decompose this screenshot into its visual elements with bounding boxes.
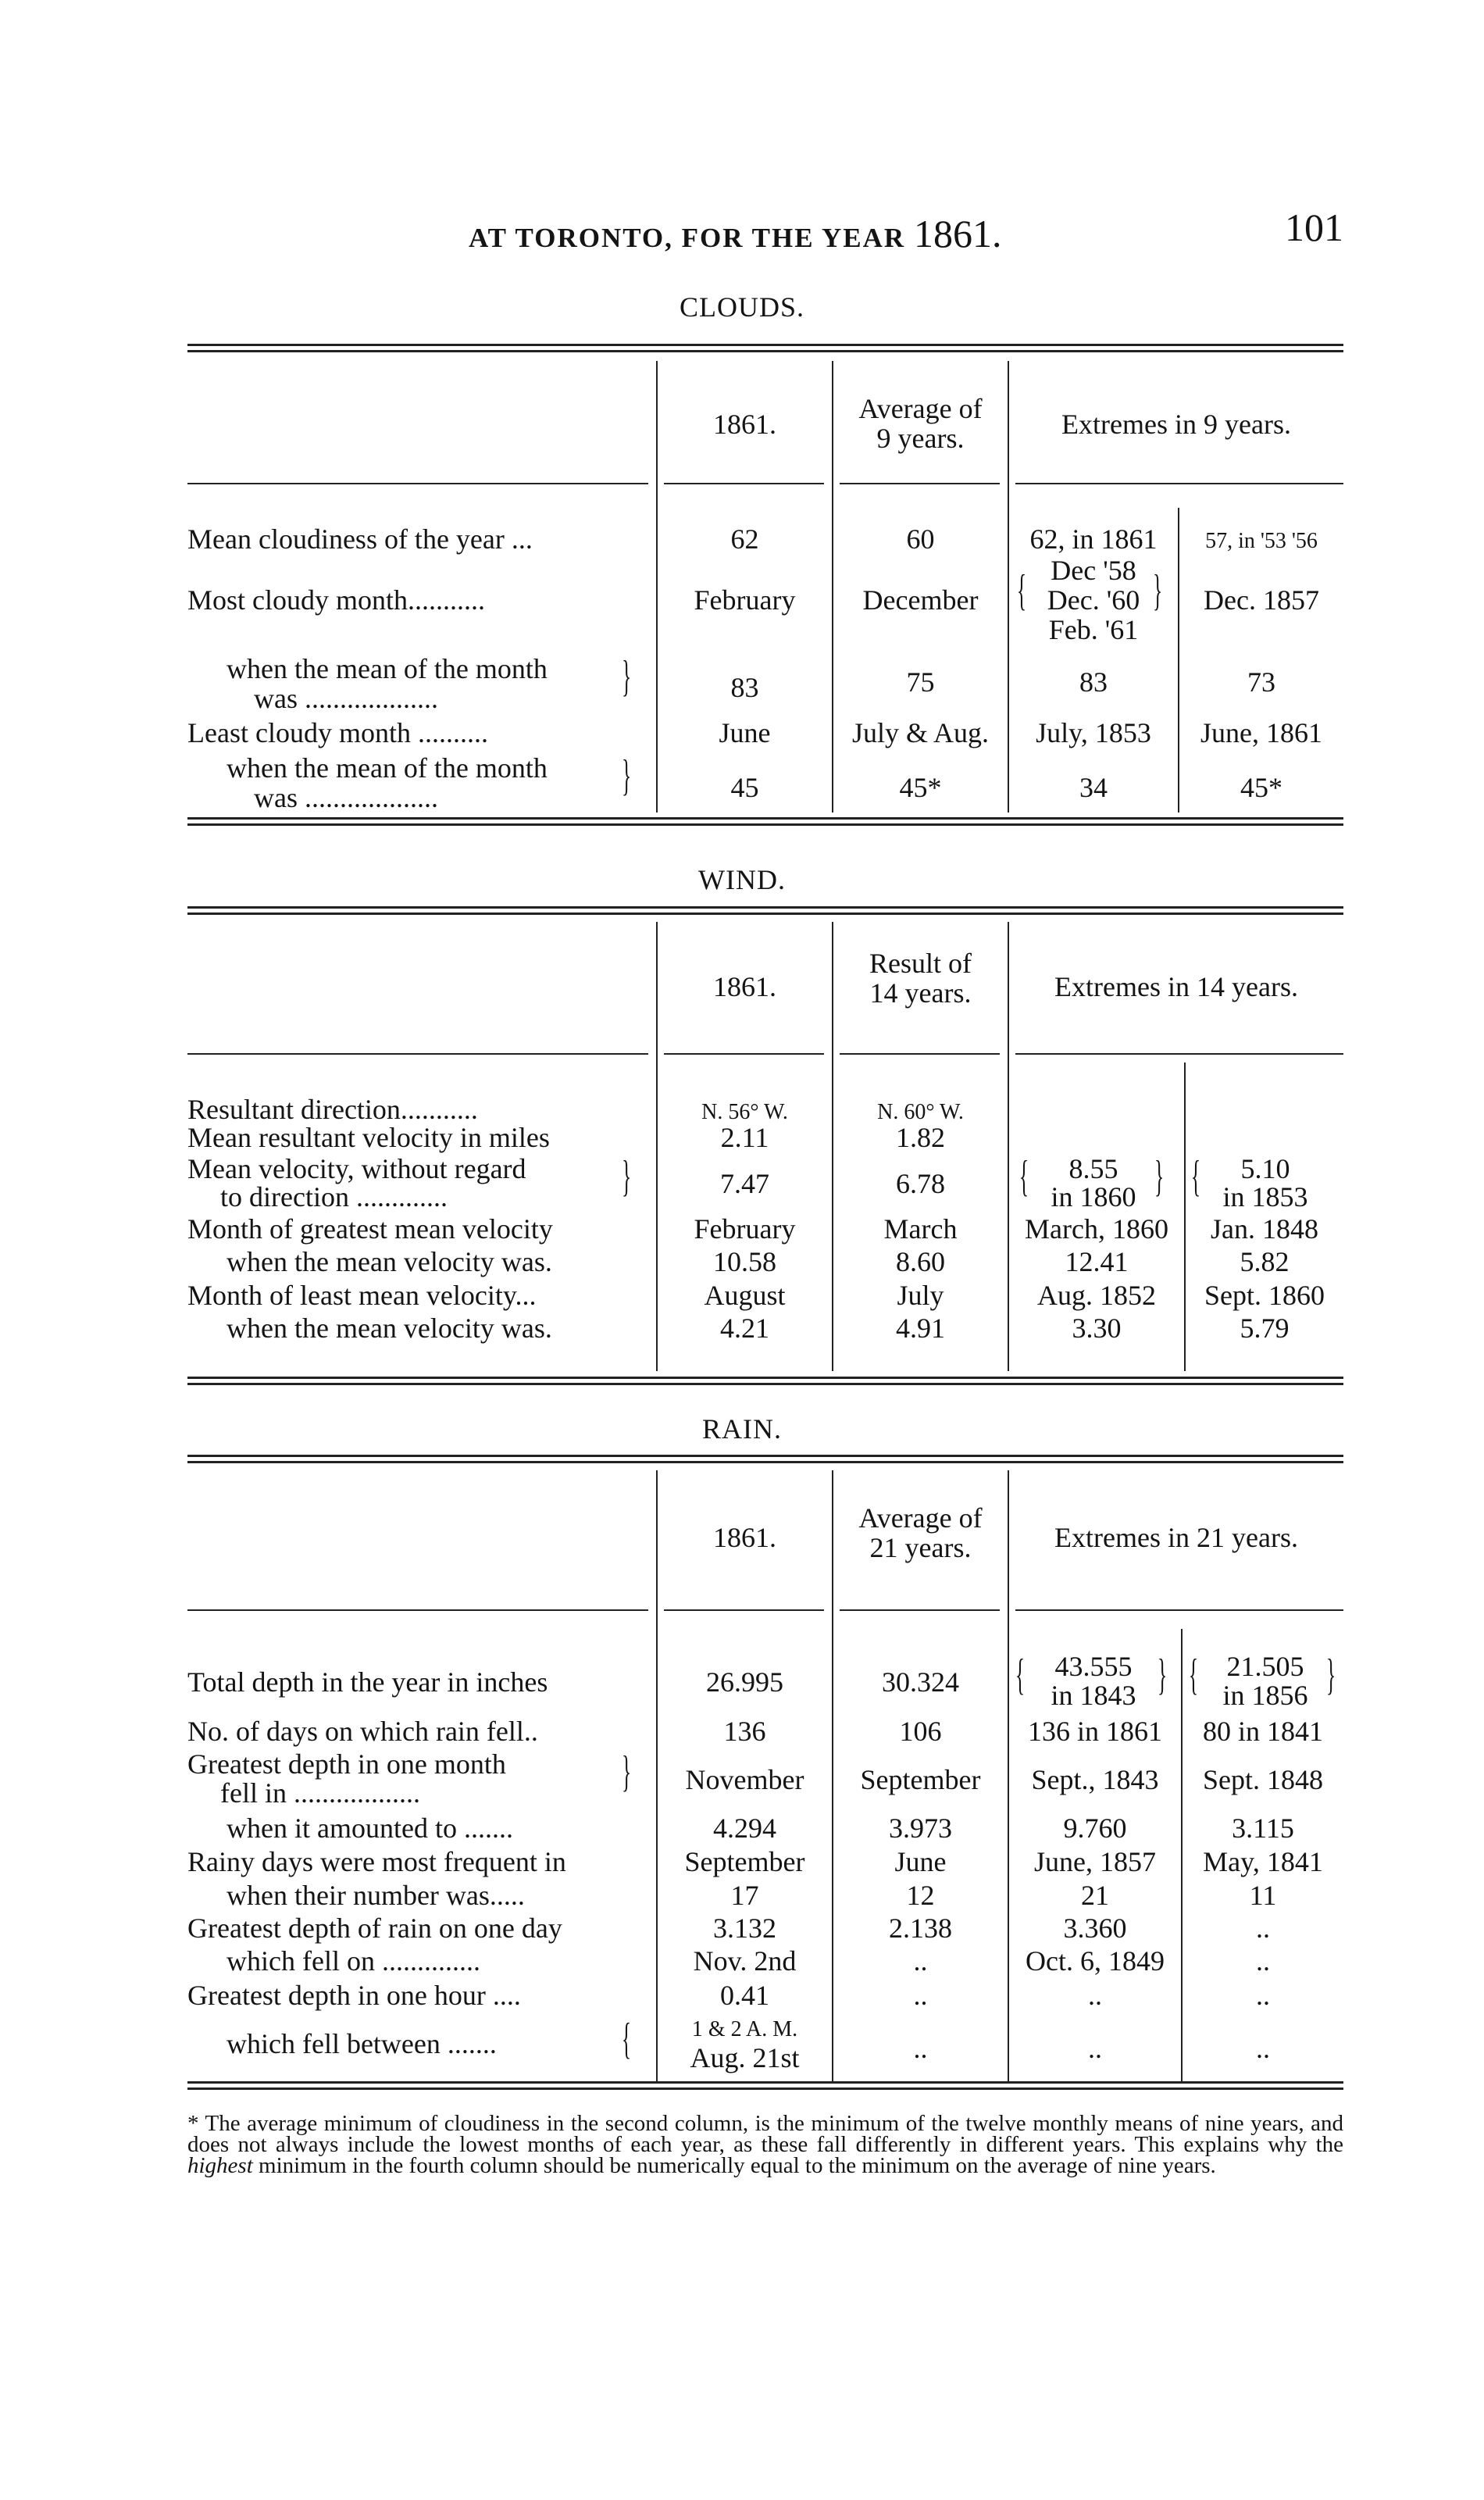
rain-cell-1861: Aug. 21st [690,2042,800,2073]
rain-cell-ext1: 3.360 [1063,1912,1127,1944]
wind-row-label: when the mean velocity was. [227,1312,552,1344]
clouds-cell-avg: December [862,584,979,616]
brace-left: { [1189,1651,1199,1699]
rain-cell-ext2: 11 [1249,1880,1277,1911]
rain-cell-1861: 4.294 [713,1812,776,1844]
wind-header-1861: 1861. [713,971,776,1002]
rain-cell-1861: 3.132 [713,1912,776,1944]
clouds-bottom-rule [187,817,1343,826]
brace-right: } [622,1748,632,1796]
rain-cell-ext2: 21.505 [1226,1651,1304,1682]
rain-cell-ext1: June, 1857 [1034,1846,1156,1877]
brace-right: } [1153,566,1163,615]
brace-right: } [622,652,632,701]
rain-cell-1861: 1 & 2 A. M. [691,2017,798,2041]
footnote-emphasis: highest [187,2153,253,2178]
rain-header-avg-a: Average of [858,1502,983,1534]
brace-right: } [1326,1651,1336,1699]
wind-cell-ext1: Aug. 1852 [1037,1280,1156,1311]
wind-row-label: Month of least mean velocity... [187,1280,537,1311]
clouds-cell-ext1: Feb. '61 [1048,614,1139,645]
wind-row-label: Mean velocity, without regard [187,1153,526,1184]
wind-cell-1861: 10.58 [713,1246,776,1277]
rain-header-1861: 1861. [713,1522,776,1553]
rain-cell-avg: 2.138 [889,1912,952,1944]
rain-row-label: when their number was..... [227,1880,525,1911]
clouds-header-rule-d [1015,483,1343,484]
clouds-cell-ext1: July, 1853 [1036,717,1151,748]
brace-left: { [622,2015,632,2063]
rain-cell-1861: 0.41 [720,1980,769,2011]
rain-cell-avg: .. [913,1945,928,1977]
wind-header-extremes: Extremes in 14 years. [1054,971,1298,1002]
rain-cell-avg: 106 [899,1716,942,1747]
rain-cell-ext1: 21 [1081,1880,1109,1911]
rain-cell-avg: September [860,1764,981,1795]
wind-row-label: Resultant direction........... [187,1094,478,1125]
wind-row-label: when the mean velocity was. [227,1246,552,1277]
wind-top-rule [187,906,1343,915]
clouds-header-1861: 1861. [713,409,776,440]
rain-cell-ext1: .. [1088,1980,1102,2011]
rain-cell-ext1: 43.555 [1054,1651,1133,1682]
clouds-cell-1861: February [694,584,796,616]
wind-cell-ext1: 8.55 [1068,1153,1118,1184]
wind-cell-1861: N. 56° W. [701,1100,788,1124]
clouds-cell-ext2: June, 1861 [1200,717,1322,748]
footnote: * The average minimum of cloudiness in the second column, is the minimum of the twelve monthly means of nine years, and does not always include the lowest months of each year, as these fall differently in different years. This explains why the highest minimum in the fourth column should be numerically equal to the minimum on the average of nine years. [187,2111,1343,2178]
rain-row-label: Greatest depth in one month [187,1748,506,1780]
clouds-row-label: Least cloudy month .......... [187,717,488,748]
rain-row-label: No. of days on which rain fell.. [187,1716,538,1747]
rain-cell-avg: 12 [906,1880,935,1911]
rain-row-label: which fell on .............. [227,1945,480,1977]
rain-cell-avg: June [894,1846,947,1877]
rain-cell-ext2: in 1856 [1222,1680,1308,1711]
rain-cell-ext2: .. [1256,1980,1270,2011]
clouds-row-label: when the mean of the month [227,653,548,684]
wind-header-rule-b [664,1053,824,1055]
wind-title: WIND. [698,864,786,895]
clouds-cell-ext2: Dec. 1857 [1204,584,1319,616]
clouds-cell-avg: July & Aug. [851,717,990,748]
wind-row-label: Mean resultant velocity in miles [187,1122,550,1153]
wind-cell-result: 8.60 [896,1246,945,1277]
brace-right: } [622,752,632,800]
wind-cell-ext2: 5.10 [1240,1153,1290,1184]
rain-row-label: fell in .................. [220,1777,420,1809]
wind-cell-ext2: 5.79 [1240,1312,1290,1344]
rain-cell-avg: .. [913,2033,928,2064]
clouds-row-label: Most cloudy month........... [187,584,486,616]
brace-right: } [1158,1651,1168,1699]
clouds-row-label: was ................... [254,683,438,714]
wind-cell-1861: February [694,1213,796,1245]
clouds-row-label: was ................... [254,782,438,813]
wind-cell-ext1: 12.41 [1065,1246,1129,1277]
wind-bottom-rule [187,1377,1343,1385]
rain-row-label: Rainy days were most frequent in [187,1846,566,1877]
rain-header-rule-d [1015,1609,1343,1611]
rain-bottom-rule [187,2081,1343,2090]
wind-cell-result: July [897,1280,944,1311]
clouds-cell-avg: 45* [899,772,942,803]
rain-row-label: when it amounted to ....... [227,1812,513,1844]
rain-cell-avg: 30.324 [882,1666,959,1698]
clouds-header-extremes: Extremes in 9 years. [1061,409,1291,440]
rain-title: RAIN. [702,1413,782,1445]
rain-cell-1861: 26.995 [706,1666,783,1698]
rain-cell-1861: 17 [730,1880,759,1911]
rain-row-label: which fell between ....... [227,2028,497,2059]
running-title-year: 1861. [913,212,1002,255]
rain-cell-ext1: in 1843 [1051,1680,1136,1711]
clouds-header-rule-b [664,483,824,484]
rain-cell-ext1: 9.760 [1063,1812,1127,1844]
clouds-header-rule-c [840,483,1000,484]
rain-cell-ext1: 136 in 1861 [1027,1716,1162,1747]
wind-header-result-a: Result of [869,948,972,979]
wind-cell-result: N. 60° W. [877,1100,964,1124]
brace-left: { [1015,1651,1026,1699]
clouds-cell-avg: 75 [906,666,935,698]
wind-row-label: Month of greatest mean velocity [187,1213,553,1245]
wind-cell-ext2: in 1853 [1222,1181,1308,1212]
rain-cell-ext2: 80 in 1841 [1202,1716,1323,1747]
brace-left: { [1019,1152,1029,1201]
wind-cell-result: 6.78 [896,1168,945,1199]
wind-cell-ext1: in 1860 [1051,1181,1136,1212]
wind-cell-ext2: Jan. 1848 [1211,1213,1318,1245]
clouds-cell-avg: 60 [906,523,935,555]
clouds-header-avg-a: Average of [858,393,983,424]
brace-right: } [622,1152,632,1201]
clouds-cell-ext1: Dec. '60 [1047,584,1140,616]
rain-cell-1861: Nov. 2nd [693,1945,797,1977]
rain-cell-ext2: 3.115 [1232,1812,1294,1844]
clouds-header-avg-b: 9 years. [876,423,965,454]
rain-row-label: Greatest depth in one hour .... [187,1980,521,2011]
wind-cell-1861: August [704,1280,786,1311]
wind-cell-1861: 2.11 [720,1122,769,1153]
wind-cell-result: March [883,1213,958,1245]
wind-header-rule-a [187,1053,648,1055]
wind-cell-1861: 4.21 [720,1312,769,1344]
clouds-header-rule-a [187,483,648,484]
clouds-cell-ext2: 45* [1240,772,1282,803]
clouds-cell-1861: 45 [730,772,759,803]
wind-header-rule-c [840,1053,1000,1055]
wind-header-result-b: 14 years. [869,977,972,1009]
page-number: 101 [1285,205,1343,249]
rain-header-rule-b [664,1609,824,1611]
wind-header-rule-d [1015,1053,1343,1055]
rain-cell-1861: November [685,1764,804,1795]
clouds-cell-ext2: 73 [1247,666,1275,698]
wind-cell-result: 1.82 [896,1122,945,1153]
rain-header-extremes: Extremes in 21 years. [1054,1522,1298,1553]
rain-cell-ext2: May, 1841 [1203,1846,1323,1877]
rain-header-rule-c [840,1609,1000,1611]
clouds-cell-ext1: Dec '58 [1051,555,1136,586]
rain-cell-ext1: Oct. 6, 1849 [1026,1945,1165,1977]
brace-left: { [1191,1152,1201,1201]
brace-right: } [1154,1152,1165,1201]
rain-cell-ext2: .. [1256,2033,1270,2064]
clouds-cell-ext1: 83 [1079,666,1108,698]
rain-cell-ext1: Sept., 1843 [1031,1764,1159,1795]
wind-cell-ext2: 5.82 [1240,1246,1290,1277]
brace-left: { [1017,566,1027,615]
rain-cell-ext2: .. [1256,1912,1270,1944]
rain-cell-1861: September [684,1846,805,1877]
rain-row-label: Total depth in the year in inches [187,1666,548,1698]
rain-cell-1861: 136 [723,1716,766,1747]
clouds-top-rule [187,344,1343,352]
rain-cell-ext2: Sept. 1848 [1202,1764,1323,1795]
clouds-cell-ext2: 57, in '53 '56 [1205,529,1318,553]
rain-top-rule [187,1455,1343,1463]
clouds-cell-1861: June [719,717,771,748]
rain-cell-ext2: .. [1256,1945,1270,1977]
clouds-row-label: when the mean of the month [227,752,548,784]
wind-cell-ext1: March, 1860 [1025,1213,1168,1245]
rain-header-rule-a [187,1609,648,1611]
running-title: AT TORONTO, FOR THE YEAR 1861. [469,212,1002,255]
wind-cell-ext2: Sept. 1860 [1204,1280,1325,1311]
rain-cell-ext1: .. [1088,2033,1102,2064]
clouds-cell-1861: 83 [730,672,759,703]
wind-cell-result: 4.91 [896,1312,945,1344]
rain-cell-avg: .. [913,1980,928,2011]
wind-cell-ext1: 3.30 [1072,1312,1122,1344]
clouds-title: CLOUDS. [679,291,805,323]
clouds-row-label: Mean cloudiness of the year ... [187,523,533,555]
rain-cell-avg: 3.973 [889,1812,952,1844]
clouds-cell-ext1: 34 [1079,772,1108,803]
wind-cell-1861: 7.47 [720,1168,769,1199]
clouds-cell-1861: 62 [730,523,759,555]
clouds-cell-ext1: 62, in 1861 [1029,523,1158,555]
wind-row-label: to direction ............. [220,1181,448,1212]
page-header [187,205,1351,259]
rain-header-avg-b: 21 years. [869,1532,972,1563]
rain-row-label: Greatest depth of rain on one day [187,1912,562,1944]
